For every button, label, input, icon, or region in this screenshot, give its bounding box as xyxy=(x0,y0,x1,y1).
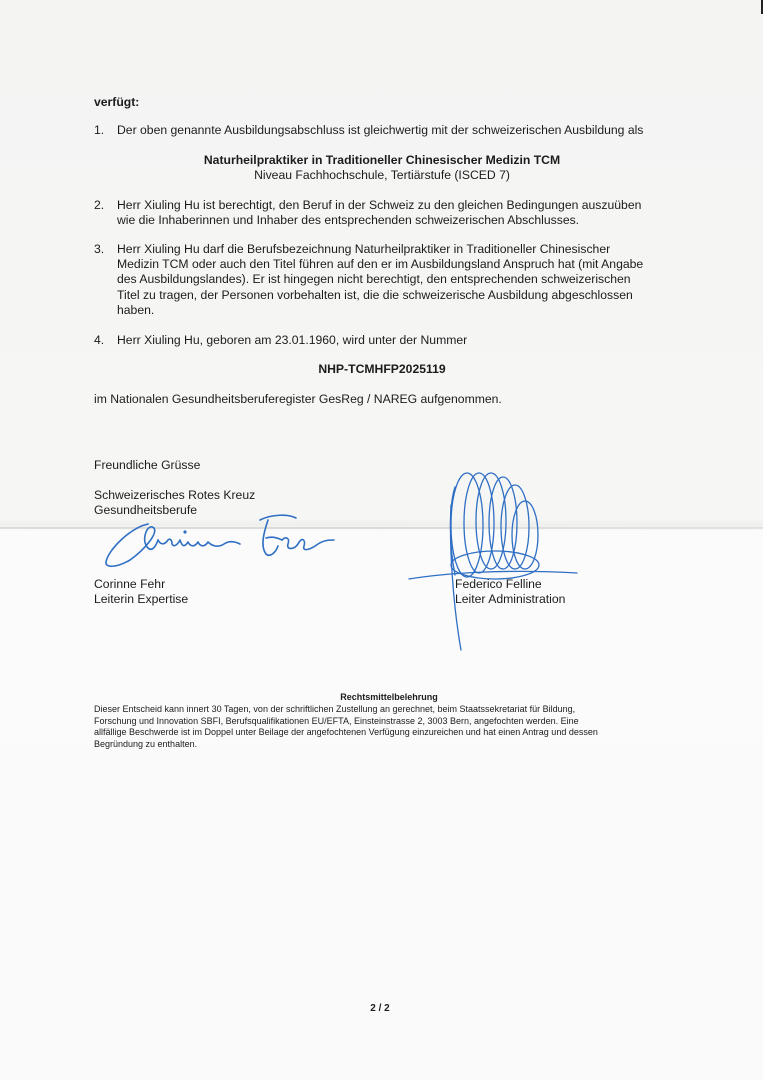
signatory-right-name: Federico Felline xyxy=(455,577,542,591)
item-2-line: wie die Inhaberinnen und Inhaber des entsprechenden schweizerischen Abschlusses. xyxy=(117,213,580,228)
qualification-title: Naturheilpraktiker in Traditioneller Chinesischer Medizin TCM xyxy=(203,153,561,167)
item-3-line: Herr Xiuling Hu darf die Berufsbezeichnung Naturheilpraktiker in Traditioneller Chinesischer xyxy=(117,242,611,256)
legal-line: Begründung zu enthalten. xyxy=(94,738,198,749)
item-number-3: 3. xyxy=(94,242,105,256)
item-3-line: des Ausbildungslandes). Er ist hingegen nicht berechtigt, den entsprechenden schweizerischen xyxy=(117,272,631,287)
item-text-2 xyxy=(117,198,641,228)
qualification-level: Niveau Fachhochschule, Tertiärstufe (ISCED 7) xyxy=(254,168,510,182)
item-text-3 xyxy=(117,242,643,318)
item-number-4: 4. xyxy=(94,333,105,347)
item-3-line: Titel zu tragen, der Personen vorbehalten ist, die die schweizerische Ausbildung abgeschlossen xyxy=(117,287,633,302)
department-name: Gesundheitsberufe xyxy=(94,503,197,517)
item-3-line: Medizin TCM oder auch den Titel führen auf den er im Ausbildungsland Anspruch hat (mit Angabe xyxy=(117,257,644,272)
legal-line: allfällige Beschwerde ist im Doppel unter Beilage der angefochtenen Verfügung einzureichen und hat einen Antrag und dessen xyxy=(94,727,598,737)
signatory-left-name: Corinne Fehr xyxy=(94,577,166,591)
item-number-2: 2. xyxy=(94,198,105,212)
register-number: NHP-TCMHFP2025119 xyxy=(318,362,446,376)
organization-name: Schweizerisches Rotes Kreuz xyxy=(94,488,256,502)
register-text: im Nationalen Gesundheitsberuferegister GesReg / NAREG aufgenommen. xyxy=(94,392,502,406)
item-number-1: 1. xyxy=(94,123,105,137)
legal-notice-text xyxy=(94,704,684,750)
signature-corinne-fehr xyxy=(100,510,340,580)
legal-notice-title: Rechtsmittelbelehrung xyxy=(340,692,438,702)
item-2-line: Herr Xiuling Hu ist berechtigt, den Beruf in der Schweiz zu den gleichen Bedingungen auszuüben xyxy=(117,198,642,212)
signature-federico-felline xyxy=(405,465,585,665)
intro-heading: verfügt: xyxy=(94,95,140,109)
closing-greeting: Freundliche Grüsse xyxy=(94,458,201,472)
legal-line: Forschung und Innovation SBFI, Berufsqualifikationen EU/EFTA, Einsteinstrasse 2, 3003 Bern, angefochten werden. Eine xyxy=(94,715,579,726)
legal-line: Dieser Entscheid kann innert 30 Tagen, von der schriftlichen Zustellung an gerechnet, beim Staatssekretariat für Bildung, xyxy=(94,704,576,714)
item-3-line: haben. xyxy=(117,302,155,317)
signatory-right-role: Leiter Administration xyxy=(455,592,566,606)
item-text-1: Der oben genannte Ausbildungsabschluss ist gleichwertig mit der schweizerischen Ausbildung als xyxy=(117,123,644,137)
item-text-4: Herr Xiuling Hu, geboren am 23.01.1960, wird unter der Nummer xyxy=(117,333,468,347)
page-number: 2 / 2 xyxy=(370,1003,390,1014)
signatory-left-role: Leiterin Expertise xyxy=(94,592,189,606)
